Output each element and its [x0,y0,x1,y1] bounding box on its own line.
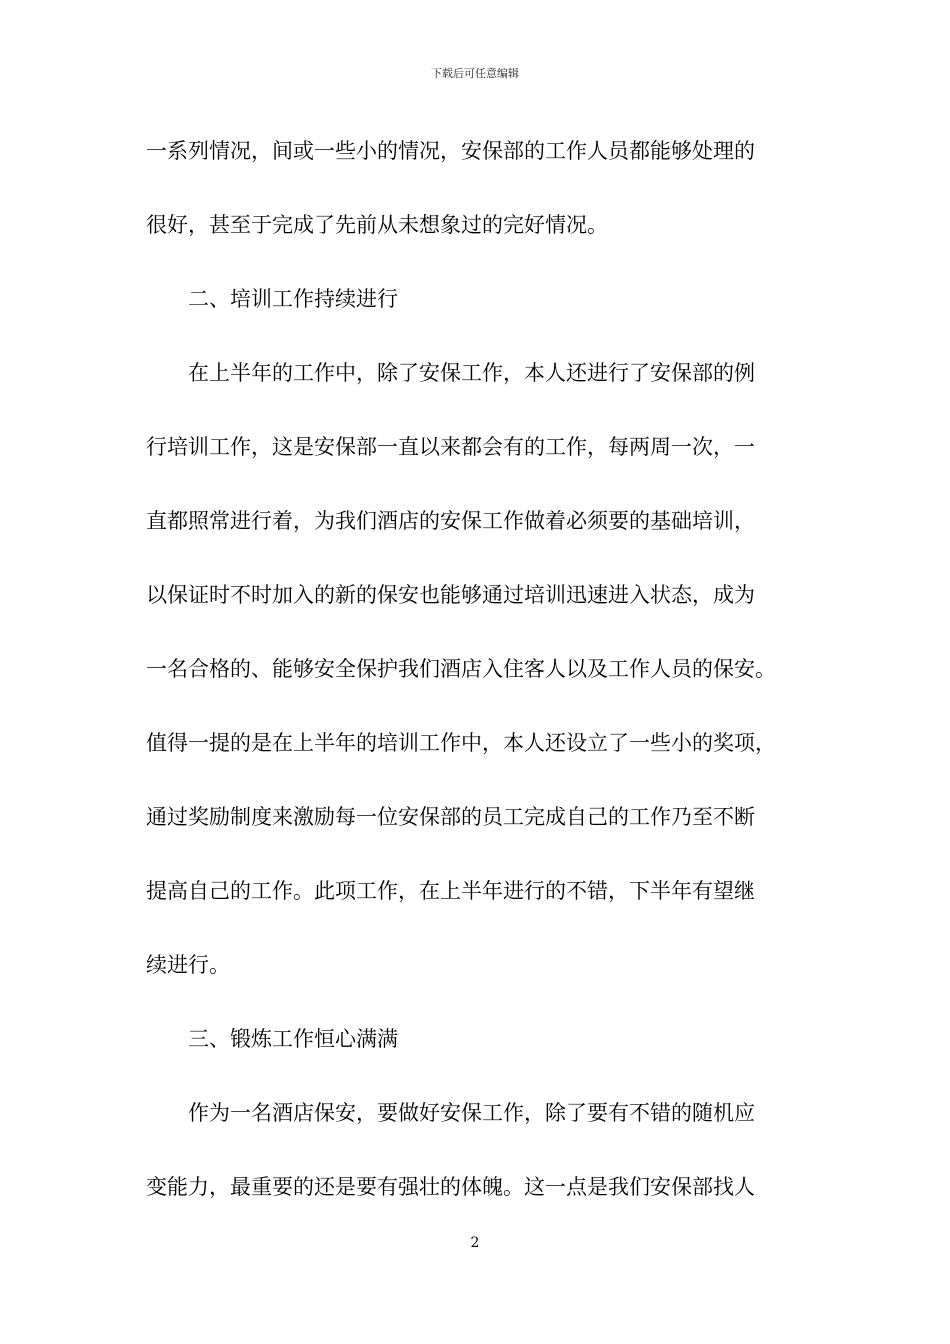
body-line: 直都照常进行着，为我们酒店的安保工作做着必须要的基础培训， [146,509,755,533]
body-line: 在上半年的工作中，除了安保工作，本人还进行了安保部的例 [188,361,755,385]
body-line: 续进行。 [146,953,230,977]
body-line: 作为一名酒店保安，要做好安保工作，除了要有不错的随机应 [188,1101,755,1125]
body-line: 一名合格的、能够安全保护我们酒店入住客人以及工作人员的保安。 [146,657,776,681]
body-line: 很好，甚至于完成了先前从未想象过的完好情况。 [146,213,608,237]
section-heading: 三、锻炼工作恒心满满 [188,1027,398,1051]
page-number: 2 [470,1235,480,1251]
body-line: 值得一提的是在上半年的培训工作中，本人还设立了一些小的奖项， [146,731,776,755]
section-heading: 二、培训工作持续进行 [188,287,398,311]
body-line: 变能力，最重要的还是要有强壮的体魄。这一点是我们安保部找人 [146,1175,755,1199]
body-line: 以保证时不时加入的新的保安也能够通过培训迅速进入状态，成为 [146,583,755,607]
page-header: 下载后可任意编辑 [431,67,519,80]
body-line: 通过奖励制度来激励每一位安保部的员工完成自己的工作乃至不断 [146,805,755,829]
body-line: 一系列情况，间或一些小的情况，安保部的工作人员都能够处理的 [146,139,755,163]
body-line: 行培训工作，这是安保部一直以来都会有的工作，每两周一次，一 [146,435,755,459]
body-line: 提高自己的工作。此项工作，在上半年进行的不错，下半年有望继 [146,879,755,903]
